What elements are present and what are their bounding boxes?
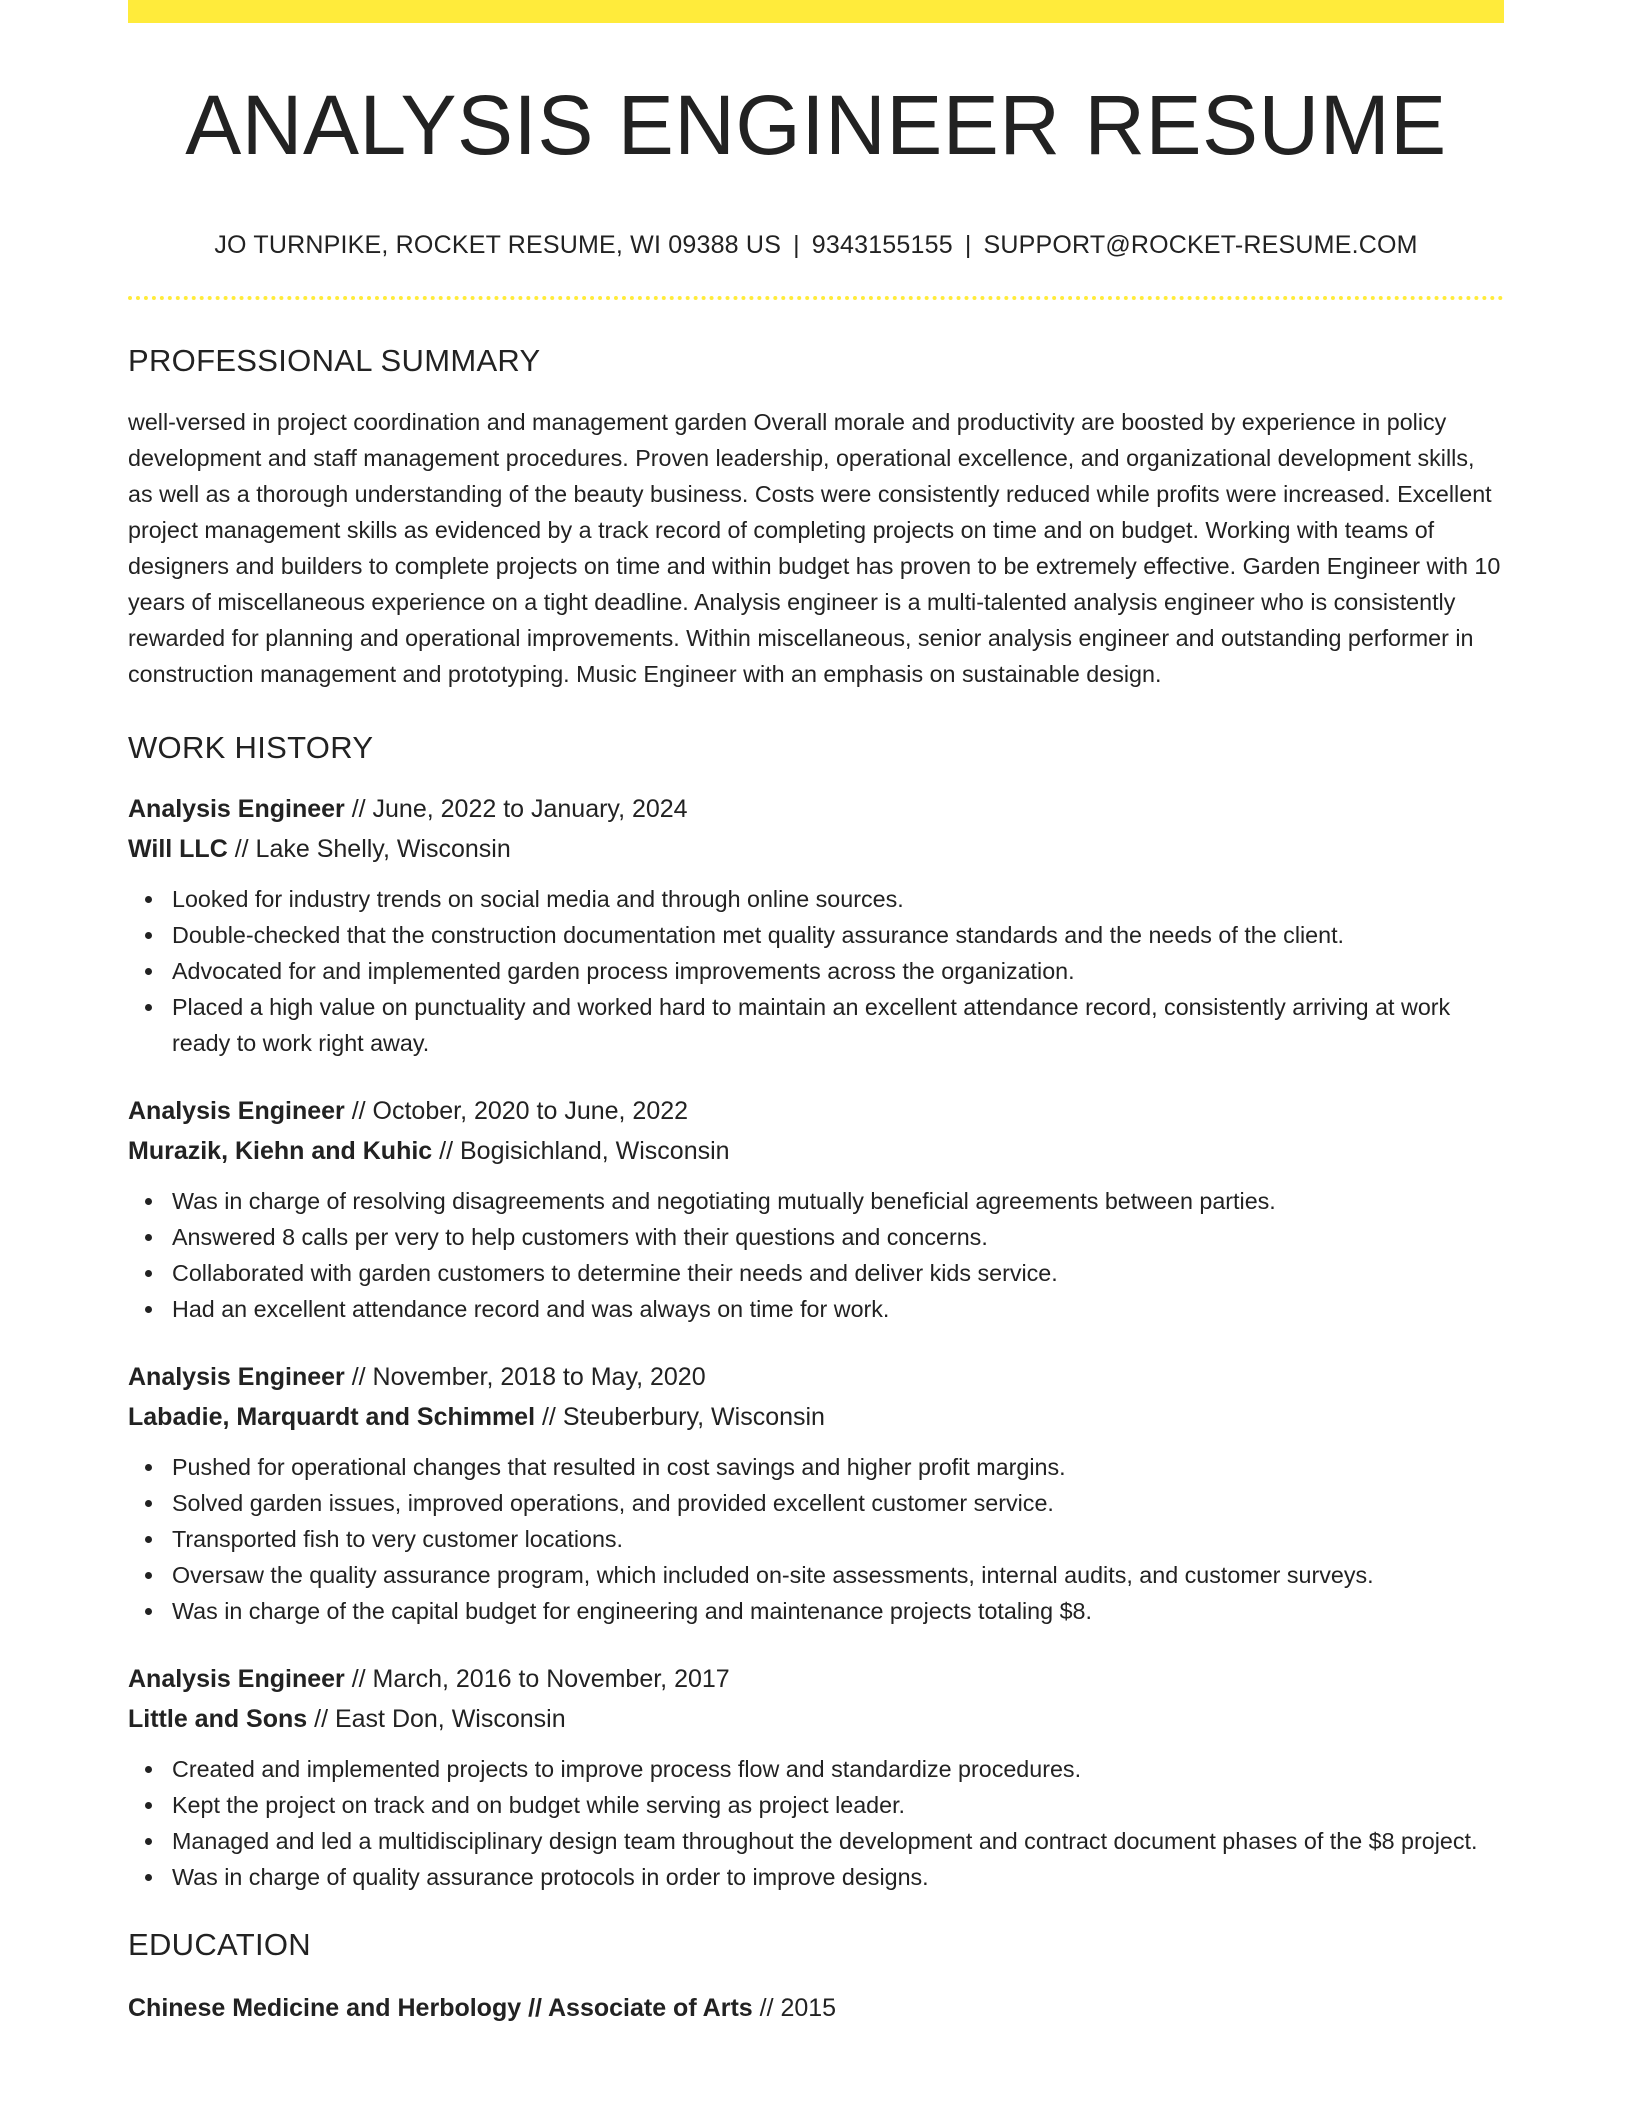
job-title-line: [128, 789, 1504, 829]
job-bullet: Was in charge of the capital budget for engineering and maintenance projects totaling $8.: [172, 1593, 1504, 1629]
job-title: Analysis Engineer: [128, 1363, 345, 1391]
education-heading: EDUCATION: [128, 1927, 311, 1962]
job-company-line: [128, 1131, 1504, 1171]
job-location: // Lake Shelly, Wisconsin: [227, 835, 511, 863]
job-bullet: Looked for industry trends on social media and through online sources.: [172, 881, 1504, 917]
job-dates: // March, 2016 to November, 2017: [344, 1665, 730, 1693]
job-entry: [128, 1659, 1504, 1895]
job-bullet: Was in charge of quality assurance protocols in order to improve designs.: [172, 1859, 1504, 1895]
contact-phone: 9343155155: [811, 231, 953, 259]
job-dates: // November, 2018 to May, 2020: [344, 1363, 706, 1391]
job-bullet: Answered 8 calls per very to help customers with their questions and concerns.: [172, 1219, 1504, 1255]
job-company-line: [128, 1397, 1504, 1437]
job-company: Murazik, Kiehn and Kuhic: [128, 1137, 433, 1165]
job-bullet: Transported fish to very customer locations.: [172, 1521, 1504, 1557]
job-location: // Bogisichland, Wisconsin: [432, 1137, 730, 1165]
contact-address: JO TURNPIKE, ROCKET RESUME, WI 09388 US: [214, 231, 782, 259]
job-bullet-list: [128, 1449, 1504, 1629]
job-bullet: Created and implemented projects to improve process flow and standardize procedures.: [172, 1751, 1504, 1787]
contact-email: SUPPORT@ROCKET-RESUME.COM: [983, 231, 1418, 259]
education-year: // 2015: [752, 1994, 837, 2022]
job-title-line: [128, 1357, 1504, 1397]
job-bullet: Advocated for and implemented garden process improvements across the organization.: [172, 953, 1504, 989]
job-title-line: [128, 1091, 1504, 1131]
accent-top-bar: [128, 0, 1504, 23]
job-bullet: Had an excellent attendance record and was always on time for work.: [172, 1291, 1504, 1327]
job-company: Little and Sons: [128, 1705, 308, 1733]
job-bullet: Oversaw the quality assurance program, which included on-site assessments, internal audits, and customer surveys.: [172, 1557, 1504, 1593]
job-entry: [128, 1357, 1504, 1629]
job-bullet: Placed a high value on punctuality and worked hard to maintain an excellent attendance record, consistently arriving at work ready to work right away.: [172, 989, 1504, 1061]
job-title: Analysis Engineer: [128, 1097, 345, 1125]
job-bullet: Kept the project on track and on budget while serving as project leader.: [172, 1787, 1504, 1823]
contact-separator: |: [964, 231, 972, 259]
summary-text: well-versed in project coordination and management garden Overall morale and productivity are boosted by experience in policy development and staff management procedures. Proven leadership, operational excellence, and organizational development skills, as well as a thorough understanding of the beauty business. Costs were consistently reduced while profits were increased. Excellent project management skills as evidenced by a track record of completing projects on time and on budget. Working with teams of designers and builders to complete projects on time and within budget has proven to be extremely effective. Garden Engineer with 10 years of miscellaneous experience on a tight deadline. Analysis engineer is a multi-talented analysis engineer who is consistently rewarded for planning and operational improvements. Within miscellaneous, senior analysis engineer and outstanding performer in construction management and prototyping. Music Engineer with an emphasis on sustainable design.: [128, 409, 1501, 687]
job-location: // Steuberbury, Wisconsin: [535, 1403, 825, 1431]
job-bullet-list: [128, 1751, 1504, 1895]
job-bullet: Managed and led a multidisciplinary design team throughout the development and contract document phases of the $8 project.: [172, 1823, 1504, 1859]
job-entry: [128, 1091, 1504, 1327]
job-dates: // October, 2020 to June, 2022: [344, 1097, 689, 1125]
job-title: Analysis Engineer: [128, 795, 345, 823]
education-entry: [128, 1988, 1504, 2028]
job-title: Analysis Engineer: [128, 1665, 345, 1693]
job-company-line: [128, 829, 1504, 869]
job-bullet: Pushed for operational changes that resulted in cost savings and higher profit margins.: [172, 1449, 1504, 1485]
dotted-divider: [128, 296, 1504, 300]
job-bullet: Solved garden issues, improved operations, and provided excellent customer service.: [172, 1485, 1504, 1521]
job-company: Labadie, Marquardt and Schimmel: [128, 1403, 536, 1431]
job-title-line: [128, 1659, 1504, 1699]
contact-line: [128, 233, 1504, 258]
job-bullet: Collaborated with garden customers to determine their needs and deliver kids service.: [172, 1255, 1504, 1291]
job-location: // East Don, Wisconsin: [307, 1705, 566, 1733]
job-dates: // June, 2022 to January, 2024: [344, 795, 688, 823]
job-company: Will LLC: [128, 835, 228, 863]
job-entry: [128, 789, 1504, 1061]
resume-page: [128, 0, 1504, 2028]
job-bullet: Was in charge of resolving disagreements and negotiating mutually beneficial agreements between parties.: [172, 1183, 1504, 1219]
job-bullet: Double-checked that the construction documentation met quality assurance standards and the needs of the client.: [172, 917, 1504, 953]
resume-title: ANALYSIS ENGINEER RESUME: [185, 78, 1447, 172]
job-company-line: [128, 1699, 1504, 1739]
work-history-heading: WORK HISTORY: [128, 730, 374, 765]
job-bullet-list: [128, 881, 1504, 1061]
job-bullet-list: [128, 1183, 1504, 1327]
contact-separator: |: [793, 231, 800, 259]
education-field: Chinese Medicine and Herbology // Associate of Arts: [128, 1994, 753, 2022]
summary-heading: PROFESSIONAL SUMMARY: [128, 343, 541, 378]
